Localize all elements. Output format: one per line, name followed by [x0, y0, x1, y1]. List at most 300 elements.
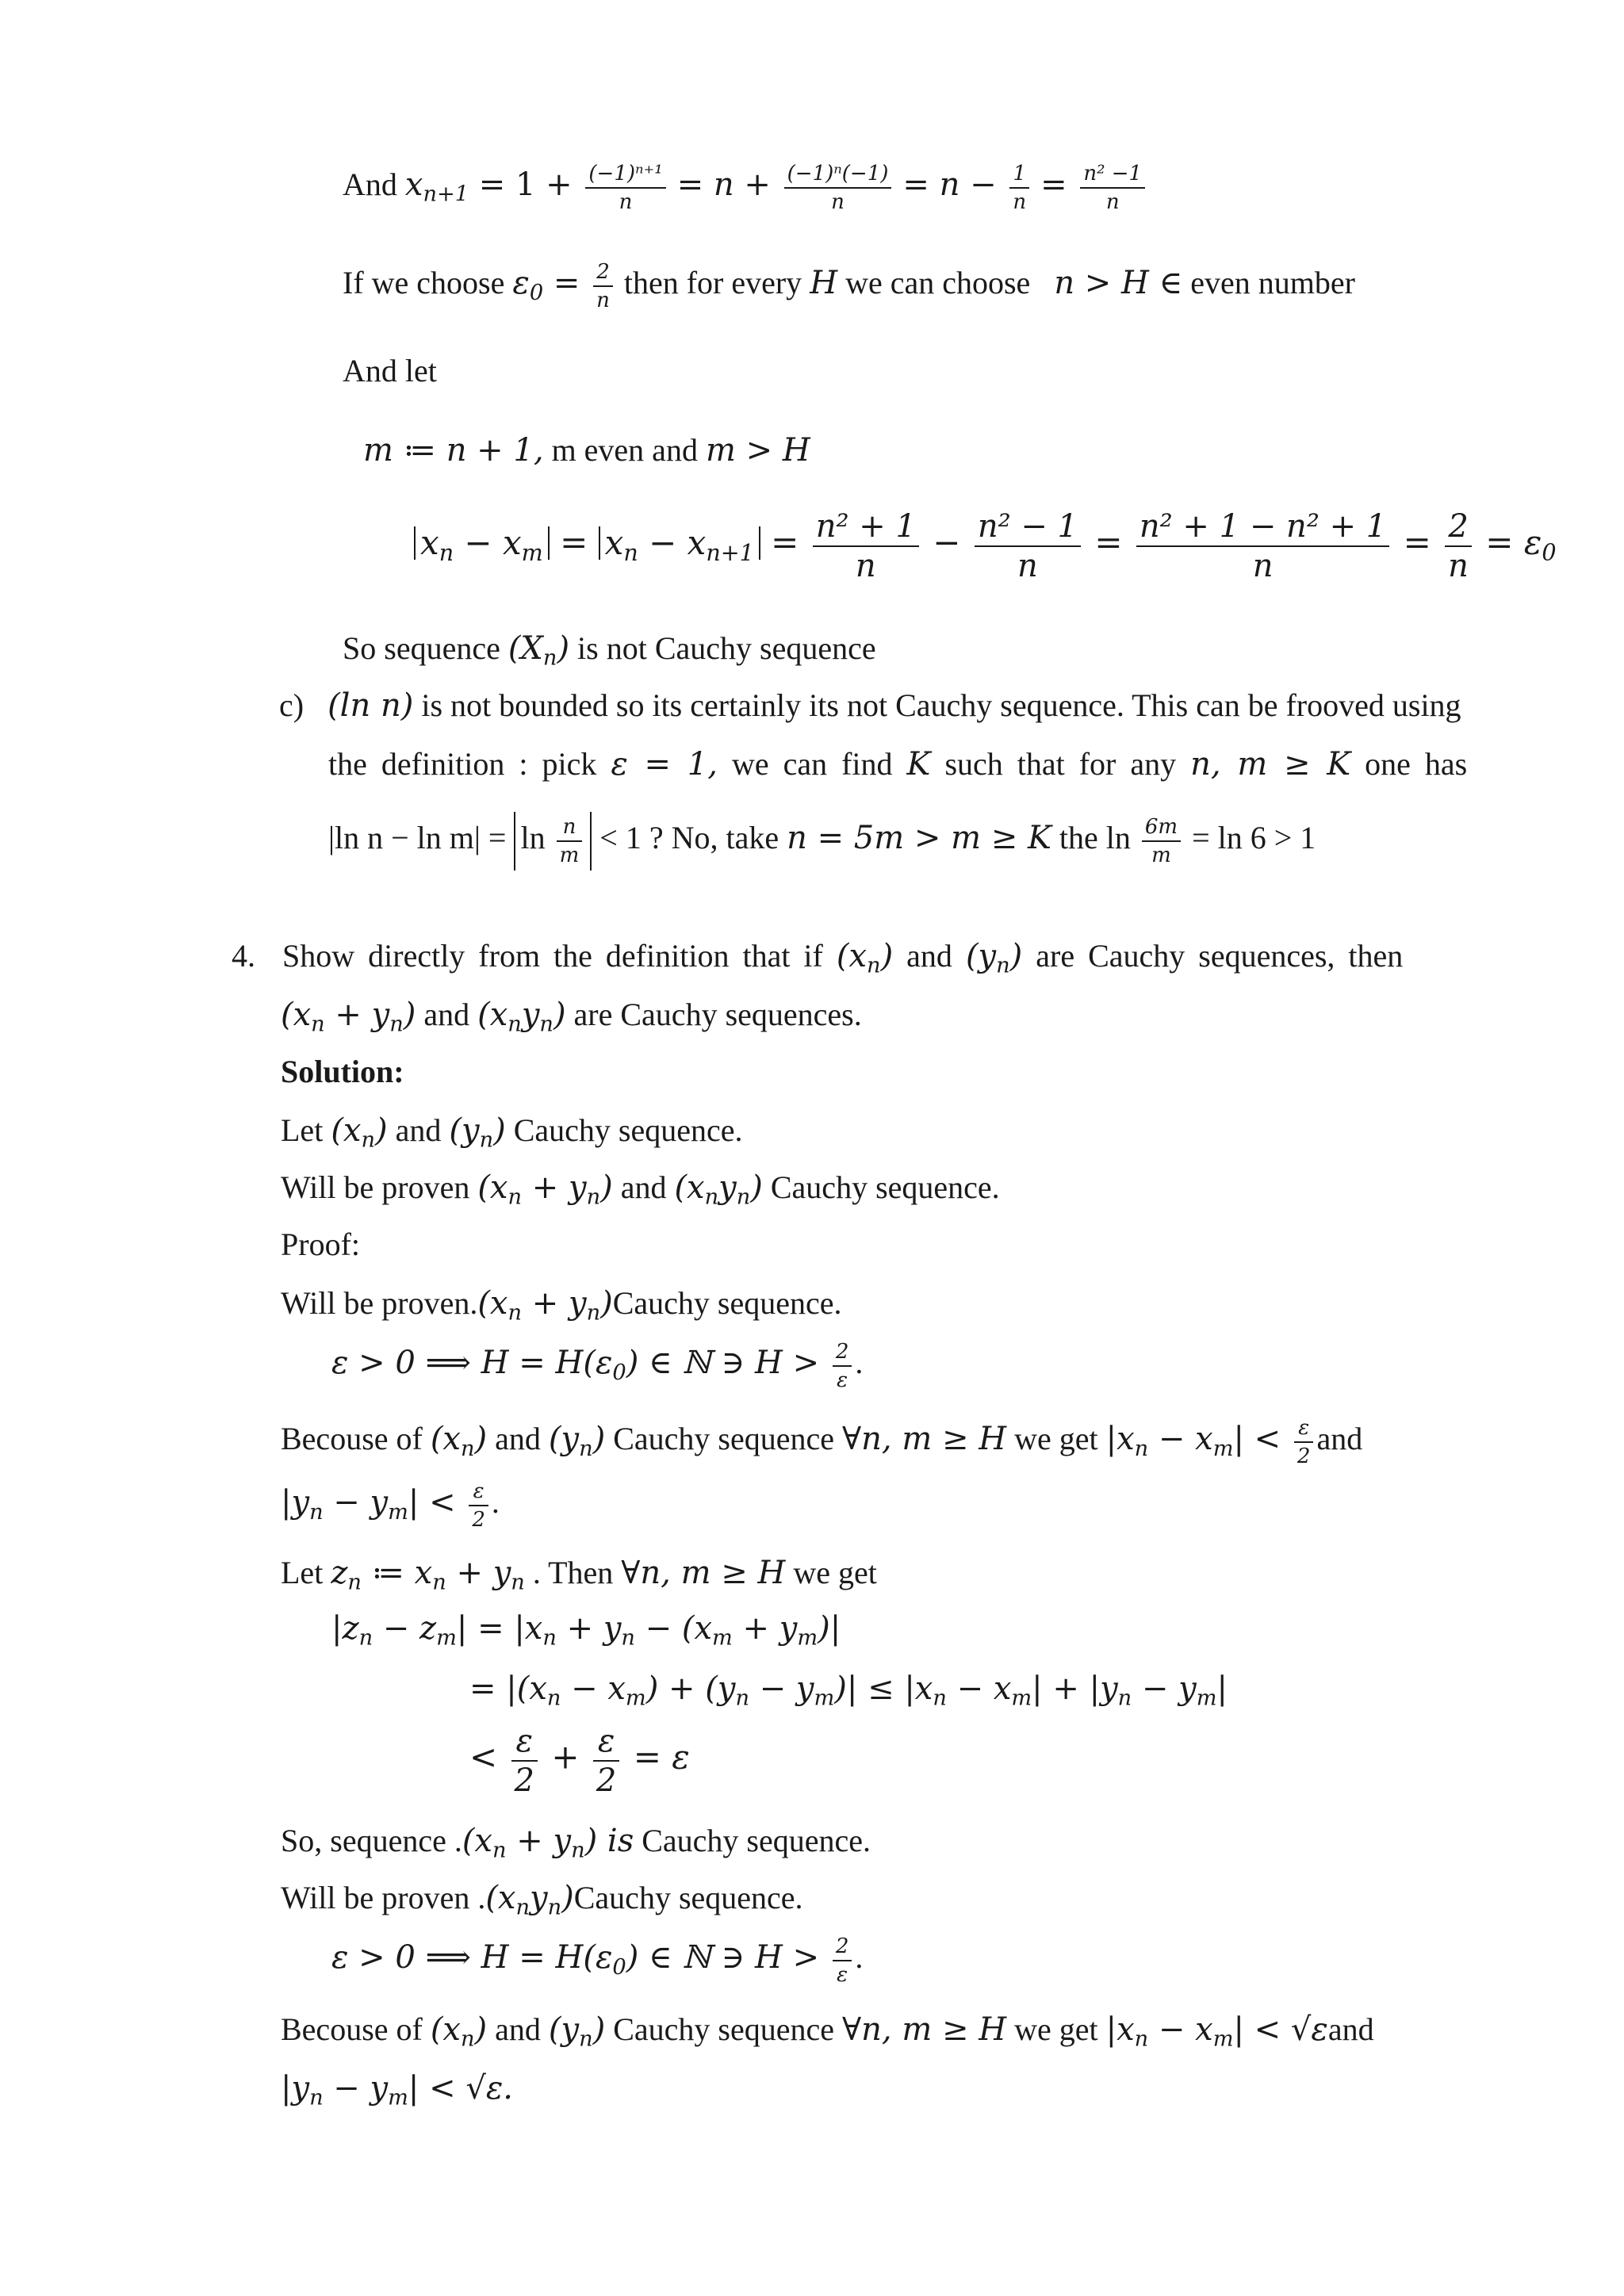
math-op: − x: [454, 522, 522, 562]
text: .: [491, 1484, 500, 1521]
text: Cauchy sequence.: [762, 1169, 1000, 1205]
math-sub: 0: [1542, 538, 1557, 566]
math-var: x: [404, 166, 423, 204]
text: the ln: [1051, 820, 1139, 856]
math-var: K: [906, 746, 931, 783]
math-expr: | <: [1233, 1421, 1291, 1458]
math-sub: n: [511, 1570, 525, 1595]
math-expr: n > H ∈: [1054, 265, 1183, 302]
math-sub: 0: [612, 1360, 626, 1385]
frac-den: n: [1105, 190, 1120, 214]
math-expr: (x: [477, 1169, 508, 1206]
math-expr: ): [750, 1169, 763, 1206]
fraction: [1445, 508, 1472, 584]
text: are Cauchy sequences.: [565, 997, 862, 1032]
math-sub: n: [309, 1499, 324, 1525]
math-expr: ) ∈ ℕ ∋ H >: [626, 1939, 829, 1976]
math-expr: + y: [506, 1823, 572, 1859]
text: we get: [785, 1555, 877, 1590]
math-expr: )|: [818, 1610, 841, 1647]
math-op: = n +: [676, 166, 781, 204]
y-sqrt-bound-line: [281, 2070, 514, 2110]
math-sub: m: [521, 538, 543, 566]
fraction: [833, 1936, 852, 1985]
text: and: [1316, 1421, 1363, 1457]
math-expr: (x: [281, 997, 312, 1033]
math-expr: − x: [1148, 1421, 1213, 1458]
because-line-product: [281, 2011, 1374, 2052]
math-sub: n: [1117, 1686, 1132, 1711]
abs-value: [514, 812, 592, 871]
fraction: [975, 508, 1081, 584]
math-expr: | < √ε: [1233, 2011, 1328, 2048]
text: Will be proven: [281, 1169, 478, 1205]
text: No, take: [663, 820, 787, 856]
text: .: [855, 1939, 864, 1976]
math-expr: | <: [408, 1484, 466, 1521]
frac-num: 6m: [1142, 817, 1181, 842]
text: If we choose: [343, 265, 513, 301]
frac-den: n: [1013, 190, 1027, 214]
math-expr: )| ≤ |x: [834, 1670, 933, 1707]
math-expr: ): [557, 630, 570, 667]
frac-den: n: [1017, 548, 1038, 584]
math-expr: − x: [1148, 2011, 1213, 2048]
math-expr: − x: [946, 1670, 1012, 1707]
math-sub: n: [361, 1127, 375, 1153]
math-expr: | + |y: [1032, 1670, 1118, 1707]
math-expr: + y: [522, 1169, 587, 1206]
math-expr: + y: [556, 1610, 622, 1647]
let-line: [281, 1112, 743, 1153]
math-expr: ): [880, 938, 894, 974]
math-sub: n: [933, 1686, 947, 1711]
text: one has: [1350, 746, 1468, 782]
frac-num: 2: [593, 262, 613, 287]
text: Cauchy sequence: [605, 1421, 842, 1457]
math-expr: ≔ x: [361, 1555, 433, 1591]
text: is not bounded so its certainly its not Cauchy sequence. This can be frooved using: [413, 687, 1461, 723]
math-sub: n: [623, 538, 638, 566]
math-fn: ln: [520, 820, 553, 856]
math-expr: |: [1216, 1670, 1228, 1707]
math-sub: n: [515, 1895, 530, 1920]
math-expr: + y: [522, 1285, 587, 1322]
math-expr: ): [403, 997, 416, 1033]
math-expr: ): [600, 1285, 613, 1322]
frac-num: (−1)ⁿ⁺¹: [585, 163, 665, 189]
math-expr: is: [597, 1823, 634, 1859]
epsilon-H-line: [331, 1341, 863, 1391]
math-sub: n: [461, 1436, 475, 1461]
text: we get: [1006, 2011, 1106, 2047]
sum-conclusion-line: [281, 1823, 871, 1863]
math-expr: − z: [373, 1610, 437, 1647]
math-expr: ): [584, 1823, 598, 1859]
item-label: c): [279, 687, 304, 723]
problem-number: 4.: [232, 938, 255, 974]
text: . Then: [524, 1555, 622, 1590]
math-sub: n: [539, 1012, 553, 1037]
text: Will be proven.: [281, 1285, 478, 1321]
math-expr: ε > 0 ⟹ H = H(ε: [331, 1345, 613, 1382]
text: then for every: [623, 265, 810, 301]
frac-num: n² + 1: [813, 511, 919, 547]
frac-num: 1: [1009, 163, 1029, 189]
text: Cauchy sequence.: [634, 1823, 871, 1858]
text: and: [387, 1112, 450, 1148]
fraction: [813, 508, 919, 584]
math-expr: (y: [965, 938, 997, 974]
math-expr: ∀n, m ≥ H: [842, 2011, 1007, 2048]
frac-num: ε: [511, 1725, 538, 1762]
math-var: ε: [512, 265, 530, 302]
math-sub: n: [1134, 2026, 1149, 2052]
frac-den: n: [596, 289, 610, 312]
item-c-line2: [328, 746, 1468, 783]
text: is not Cauchy sequence: [569, 630, 876, 666]
math-expr: ε = 1,: [611, 746, 718, 783]
math-expr: < 1 ?: [592, 820, 664, 856]
math-op: =: [1392, 522, 1442, 562]
math-sub: m: [388, 2085, 408, 2110]
math-sub: n: [309, 2085, 324, 2110]
text: And let: [343, 353, 437, 388]
frac-num: (−1)ⁿ(−1): [784, 163, 892, 189]
text: even number: [1182, 265, 1355, 301]
fraction: [1142, 817, 1181, 866]
text: Cauchy sequence: [605, 2011, 842, 2047]
frac-num: ε: [1294, 1418, 1314, 1443]
fraction: [593, 262, 613, 311]
triangle-inequality-line: [469, 1670, 1228, 1711]
text: Cauchy sequence.: [505, 1112, 743, 1148]
fraction: [1136, 508, 1389, 584]
math-sub: m: [1212, 2026, 1234, 2052]
math-sub: m: [712, 1625, 733, 1651]
frac-num: n: [557, 817, 583, 842]
frac-den: m: [1151, 844, 1171, 867]
math-expr: |y: [281, 1484, 310, 1521]
item-c-line1: [279, 687, 1461, 724]
math-expr: | = |x: [456, 1610, 543, 1647]
math-sub: n: [586, 1184, 601, 1210]
math-expr: + y: [446, 1555, 511, 1591]
math-op: −: [921, 522, 971, 562]
math-sub: n: [358, 1625, 373, 1651]
text: Will be proven .: [281, 1880, 486, 1915]
z-difference-line: [331, 1610, 841, 1651]
math-expr: (x: [462, 1823, 492, 1859]
math-sub: m: [388, 1499, 408, 1525]
math-sub: m: [436, 1625, 457, 1651]
proof-sum-heading: [281, 1285, 842, 1326]
frac-den: n: [1448, 548, 1469, 584]
abs-value: [414, 522, 550, 566]
choose-epsilon-line: [343, 262, 1355, 311]
math-expr: ) + (y: [645, 1670, 736, 1707]
math-sub: n: [508, 1184, 523, 1210]
frac-den: m: [559, 844, 580, 867]
math-sub: n: [492, 1838, 507, 1863]
math-expr: + y: [324, 997, 390, 1033]
math-sub: n: [479, 1127, 494, 1153]
math-expr: y: [718, 1169, 737, 1206]
math-expr: |y: [281, 2070, 310, 2107]
frac-den: ε: [837, 1368, 848, 1392]
math-sub: n: [1134, 1436, 1149, 1461]
frac-num: 2: [1445, 511, 1472, 547]
fraction: [833, 1341, 852, 1391]
math-op: =: [1040, 166, 1078, 204]
y-bound-line: [281, 1481, 500, 1530]
text: So, sequence .: [281, 1823, 462, 1858]
math-sub: n: [508, 1300, 523, 1326]
solution-heading: [281, 1056, 404, 1088]
math-sub: m: [1196, 1686, 1217, 1711]
frac-num: n² −1: [1080, 163, 1145, 189]
math-expr: − y: [1132, 1670, 1197, 1707]
math-expr: (y: [449, 1112, 480, 1149]
math-expr: (y: [548, 1421, 580, 1458]
frac-den: n: [831, 190, 845, 214]
fraction: [784, 163, 892, 212]
fraction: [469, 1481, 488, 1530]
text: Becouse of: [281, 1421, 431, 1457]
text: .: [855, 1345, 864, 1381]
math-expr: <: [469, 1737, 508, 1777]
text: Show directly from the definition that if: [282, 938, 837, 974]
fraction: [585, 163, 665, 212]
frac-num: n² + 1 − n² + 1: [1136, 511, 1389, 547]
math-expr: (x: [331, 1112, 362, 1149]
fraction: [511, 1725, 538, 1797]
frac-num: 2: [833, 1936, 852, 1961]
math-expr: ∀n, m ≥ H: [842, 1421, 1007, 1458]
text: and: [416, 997, 478, 1032]
math-expr: − y: [323, 1484, 389, 1521]
math-expr: |x: [1105, 1421, 1135, 1458]
math-expr: + y: [732, 1610, 798, 1647]
math-expr: ): [493, 1112, 506, 1149]
math-expr: (x: [430, 1421, 461, 1458]
difference-equation: [414, 508, 1557, 584]
abs-value: [599, 522, 760, 566]
math-expr: (x: [485, 1880, 516, 1916]
math-expr: ): [474, 1421, 488, 1458]
math-sub: n: [735, 1686, 749, 1711]
and-let-line: [343, 355, 437, 387]
text: Solution:: [281, 1054, 404, 1089]
text: we can choose: [837, 265, 1039, 301]
math-sub: n: [347, 1570, 362, 1595]
math-sub: n: [996, 953, 1010, 978]
math-sub: m: [797, 1625, 818, 1651]
fraction: [1009, 163, 1029, 212]
math-sub: n: [579, 2026, 593, 2052]
math-expr: m > H: [705, 432, 810, 469]
math-expr: |z: [331, 1610, 359, 1647]
fraction: [1080, 163, 1145, 212]
math-expr: |x: [1105, 2011, 1135, 2048]
fraction: [557, 817, 583, 866]
math-expr: ∀n, m ≥ H: [621, 1555, 786, 1591]
math-sub: m: [1011, 1686, 1032, 1711]
math-expr: |ln n − ln m| =: [328, 820, 515, 856]
text: and: [487, 1421, 549, 1457]
math-op: = ε: [1474, 522, 1542, 562]
math-op: = 1 +: [469, 166, 583, 204]
frac-den: n: [619, 190, 633, 214]
because-line-sum: [281, 1418, 1362, 1467]
math-sub: n: [736, 1184, 751, 1210]
m-definition-line: [363, 432, 810, 469]
math-expr: y: [530, 1880, 548, 1916]
math-sub: n: [542, 645, 557, 671]
text: such that for any: [930, 746, 1191, 782]
math-expr: − x: [561, 1670, 626, 1707]
math-sub: n: [439, 538, 454, 566]
text: Cauchy sequence.: [612, 1285, 842, 1321]
math-op: =: [1084, 522, 1133, 562]
math-expr: ): [592, 1421, 606, 1458]
item-c-line3: [328, 812, 1316, 871]
math-expr: = |(x: [469, 1670, 547, 1707]
math-sub: n: [546, 1686, 561, 1711]
text: and: [1327, 2011, 1374, 2047]
math-sub: 0: [529, 280, 544, 305]
text: Proof:: [281, 1226, 360, 1262]
math-sub: n: [571, 1838, 585, 1863]
math-expr: n, m ≥ K: [1190, 746, 1351, 783]
text: m even and: [543, 432, 706, 468]
math-expr: z: [331, 1555, 348, 1591]
frac-den: n: [855, 548, 876, 584]
math-sub: m: [814, 1686, 835, 1711]
math-sub: n+1: [706, 538, 754, 566]
text: and: [893, 938, 966, 974]
math-sub: n: [461, 2026, 475, 2052]
math-op: − x: [638, 522, 707, 562]
frac-den: 2: [472, 1508, 485, 1532]
math-expr: ): [600, 1169, 613, 1206]
text: we get: [1006, 1421, 1106, 1457]
will-be-proven-line: [281, 1169, 1000, 1210]
math-op: = n −: [902, 166, 1007, 204]
math-var: x: [604, 522, 624, 562]
eq-x-n-plus-1: [343, 163, 1148, 212]
text: are Cauchy sequences, then: [1022, 938, 1404, 974]
math-expr: = ln 6 > 1: [1184, 820, 1316, 856]
math-expr: y: [521, 997, 540, 1033]
fraction: [593, 1725, 619, 1797]
math-expr: − y: [323, 2070, 389, 2107]
math-sub: n: [508, 1012, 522, 1037]
frac-num: ε: [593, 1725, 619, 1762]
math-op: +: [541, 1737, 590, 1777]
math-expr: − y: [749, 1670, 814, 1707]
math-expr: ) ∈ ℕ ∋ H >: [626, 1345, 829, 1382]
text: So sequence: [343, 630, 508, 666]
epsilon-H-line-2: [331, 1936, 863, 1985]
text: Becouse of: [281, 2011, 431, 2047]
math-expr: ): [1009, 938, 1023, 974]
text: and: [487, 2011, 549, 2047]
math-sub: n: [547, 1895, 562, 1920]
math-var: H: [810, 265, 838, 302]
math-expr: (x: [477, 997, 508, 1033]
frac-num: n² − 1: [975, 511, 1081, 547]
math-sub: n: [542, 1625, 557, 1651]
math-sub: n: [704, 1184, 719, 1210]
math-sub: n: [621, 1625, 635, 1651]
math-expr: ): [553, 997, 566, 1033]
frac-den: ε: [837, 1963, 848, 1987]
math-sub: m: [1212, 1436, 1234, 1461]
fraction: [1294, 1418, 1314, 1467]
frac-den: 2: [596, 1762, 617, 1799]
text: the definition : pick: [328, 746, 611, 782]
text: and: [612, 1169, 675, 1205]
math-expr: (x: [477, 1285, 508, 1322]
math-expr: ): [375, 1112, 388, 1149]
math-sub: n: [586, 1300, 601, 1326]
frac-den: 2: [1297, 1445, 1311, 1468]
math-expr: | < √ε.: [408, 2070, 514, 2107]
math-sub: n+1: [423, 182, 469, 207]
math-expr: (X: [508, 630, 543, 667]
math-expr: (x: [430, 2011, 461, 2048]
math-sub: n: [579, 1436, 593, 1461]
math-sub: n: [432, 1570, 446, 1595]
text: Let: [281, 1555, 331, 1590]
frac-den: n: [1252, 548, 1274, 584]
math-expr: ): [561, 1880, 574, 1916]
math-op: =: [543, 265, 591, 302]
math-sub: 0: [612, 1954, 626, 1980]
let-z-line: [281, 1555, 877, 1595]
math-op: =: [549, 522, 599, 562]
math-expr: = ε: [622, 1737, 690, 1777]
text: Cauchy sequence.: [573, 1880, 803, 1915]
math-sub: n: [389, 1012, 404, 1037]
math-sub: n: [867, 953, 881, 978]
math-sub: m: [625, 1686, 646, 1711]
math-expr: (ln n): [327, 687, 414, 724]
math-expr: (x: [674, 1169, 705, 1206]
frac-num: 2: [833, 1341, 852, 1367]
epsilon-sum-line: [469, 1725, 690, 1797]
math-op: =: [760, 522, 810, 562]
proof-product-heading: [281, 1880, 803, 1920]
problem-4-statement: [232, 938, 1404, 978]
math-expr: (x: [836, 938, 868, 974]
math-var: x: [420, 522, 439, 562]
text-and: And: [343, 166, 397, 203]
math-sub: n: [311, 1012, 325, 1037]
math-expr: ε > 0 ⟹ H = H(ε: [331, 1939, 613, 1976]
frac-num: ε: [469, 1481, 488, 1506]
math-expr: ): [592, 2011, 606, 2048]
math-expr: m ≔ n + 1,: [363, 432, 544, 469]
text: we can find: [717, 746, 907, 782]
math-expr: ): [474, 2011, 488, 2048]
math-expr: n = 5m > m ≥ K: [787, 820, 1051, 857]
problem-4-statement-2: [281, 997, 862, 1037]
not-cauchy-conclusion: [343, 630, 876, 671]
math-expr: (y: [548, 2011, 580, 2048]
frac-den: 2: [514, 1762, 534, 1799]
